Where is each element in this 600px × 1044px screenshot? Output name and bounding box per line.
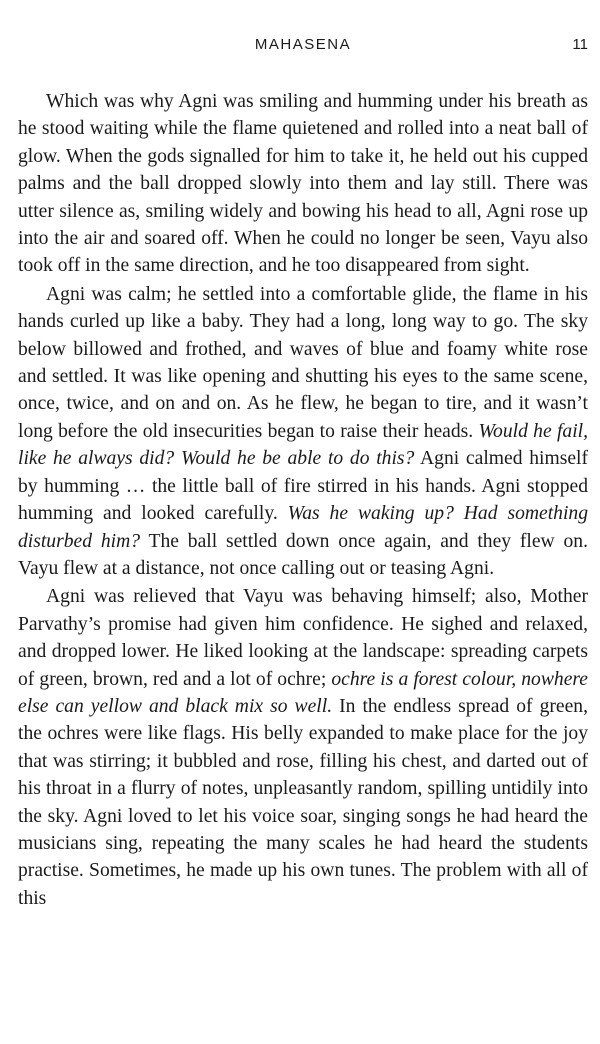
running-head: [18, 36, 588, 60]
text-run: Which was why Agni was smiling and humming under his breath as he stood waiting while the flame quietened and rolled into a neat ball of glow. When the gods signalled for him to take it, he held out his cupped palms and the ball dropped slowly into them and lay still. There was utter silence as, smiling widely and bowing his head to all, Agni rose up into the air and soared off. When he could no longer be seen, Vayu also took off in the same direction, and he too disappeared from sight.: [18, 91, 588, 277]
text-run: Agni was calm; he settled into a comfortable glide, the flame in his hands curled up like a baby. They had a long, long way to go. The sky below billowed and frothed, and waves of blue and foamy white rose and settled. It was like opening and shutting his eyes to the same scene, once, twice, and on and on. As he flew, he began to tire, and it wasn’t long before the old insecurities began to raise their heads.: [18, 283, 588, 442]
paragraph: [18, 281, 588, 582]
running-title: MAHASENA: [254, 36, 352, 53]
paragraph: [18, 583, 588, 912]
italic-thought: Would he fail, like he always did? Would he be able to do this?: [18, 420, 588, 470]
body-text: [18, 88, 588, 913]
paragraph: [18, 88, 588, 280]
text-run: The ball settled down once again, and they flew on. Vayu flew at a distance, not once calling out or teasing Agni.: [18, 530, 589, 579]
page-number: 11: [572, 36, 588, 53]
text-run: Agni calmed himself by humming … the little ball of fire stirred in his hands. Agni stopped humming and looked carefully.: [18, 448, 588, 525]
italic-thought: ochre is a forest colour, nowhere else can yellow and black mix so well.: [18, 668, 589, 717]
book-page: [18, 0, 588, 1044]
text-run: In the endless spread of green, the ochres were like flags. His belly expanded to make place for the joy that was stirring; it bubbled and rose, filling his chest, and darted out of his throat in a flurry of notes, unpleasantly random, spilling untidily into the sky. Agni loved to let his voice soar, singing songs he had heard the musicians sing, repeating the many scales he had heard the students practise. Sometimes, he made up his own tunes. The problem with all of this: [18, 695, 588, 909]
italic-thought: Was he waking up? Had something disturbed him?: [18, 503, 588, 552]
text-run: Agni was relieved that Vayu was behaving himself; also, Mother Parvathy’s promise had given him confidence. He sighed and relaxed, and dropped lower. He liked looking at the landscape: spreading carpets of green, brown, red and a lot of ochre;: [18, 586, 588, 690]
